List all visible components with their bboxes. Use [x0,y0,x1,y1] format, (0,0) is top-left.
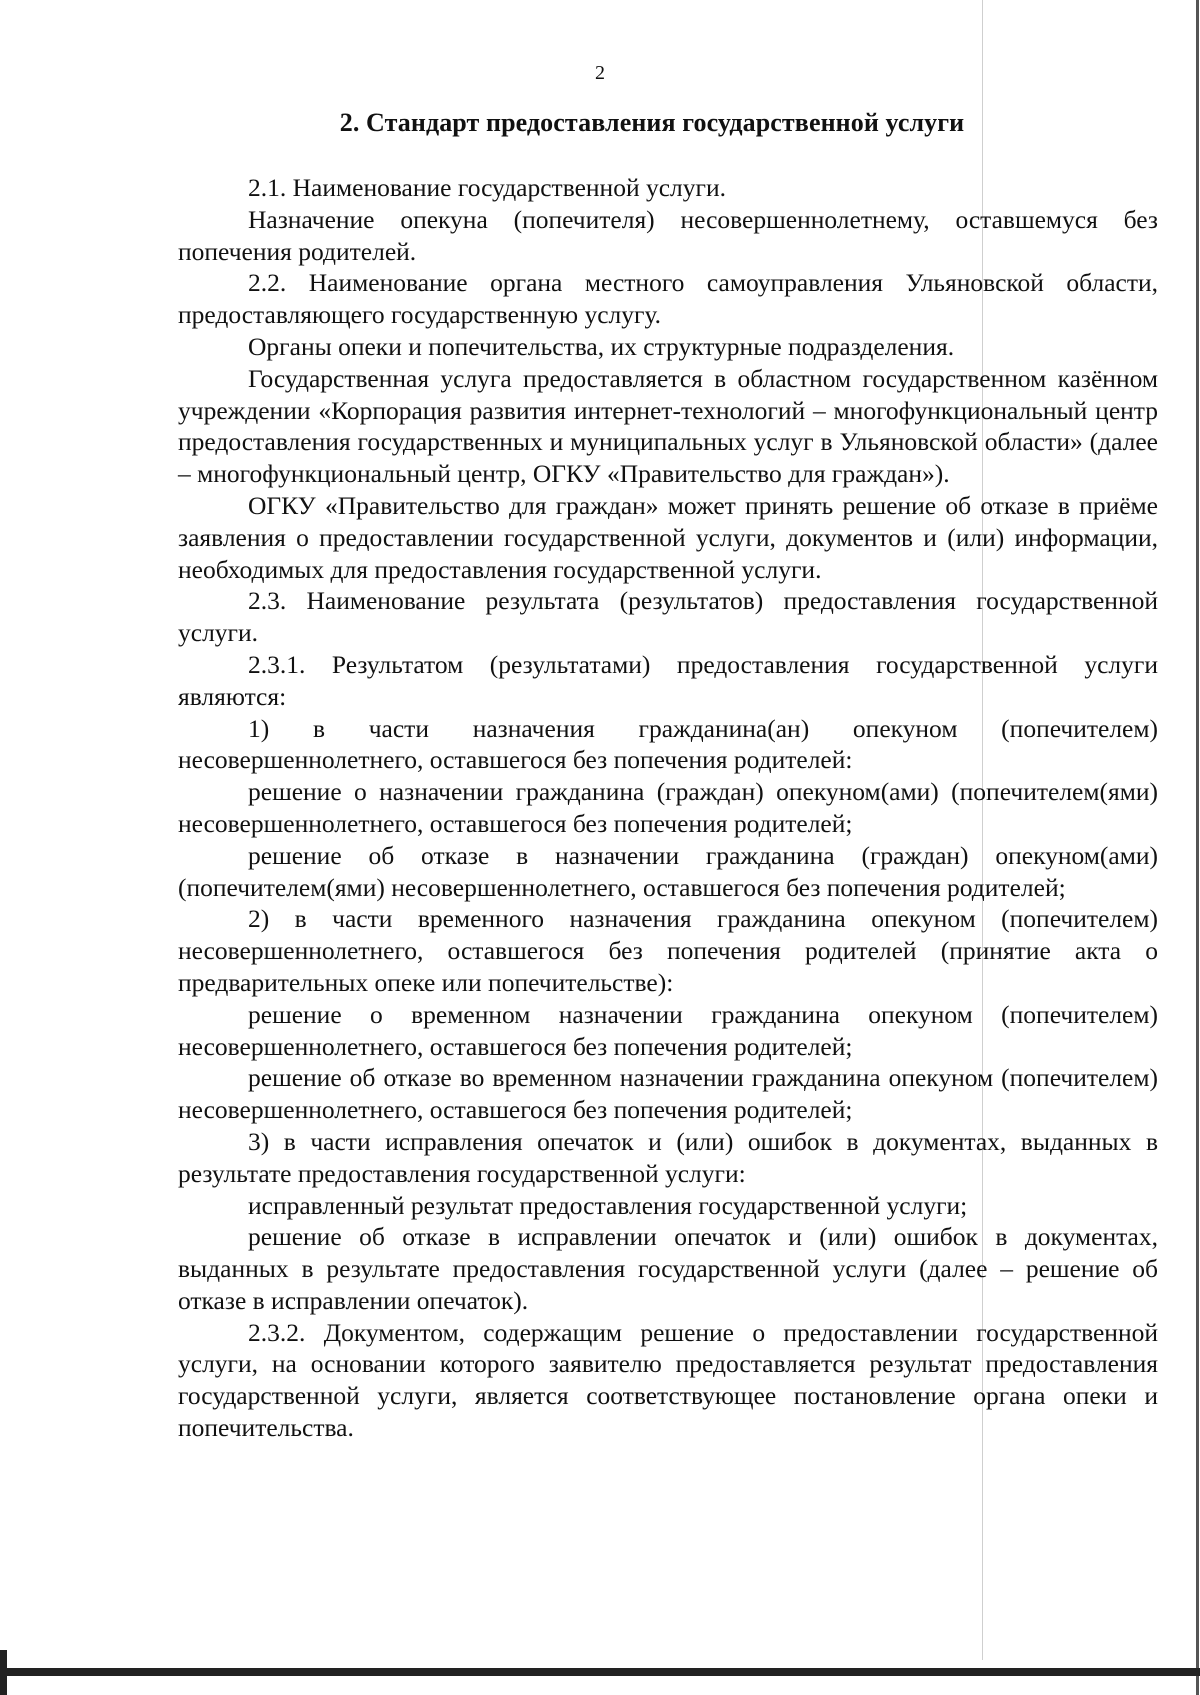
page-number: 2 [595,62,605,84]
paragraph: решение о назначении гражданина (граждан) опекуном(ами) (попечителем(ями) несовершеннолетнего, оставшегося без попечения родителей; [178,777,1158,838]
paragraph: Назначение опекуна (попечителя) несовершеннолетнему, оставшемуся без попечения родителей. [178,204,1158,266]
paragraph: решение об отказе в назначении гражданина (граждан) опекуном(ами) (попечителем(ями) несовершеннолетнего, оставшегося без попечения родителей; [178,840,1158,902]
document-body [178,172,1158,1444]
list-item-1: 1) в части назначения гражданина(ан) опекуном (попечителем) несовершеннолетнего, оставшегося без попечения родителей: [178,713,1158,775]
paragraph: исправленный результат предоставления государственной услуги; [248,1190,968,1220]
paragraph-2-3-2: 2.3.2. Документом, содержащим решение о предоставлении государственной услуги, на основании которого заявителю предоставляется результат предоставления государственной услуги, является соответствующее постановление органа опеки и попечительства. [178,1317,1158,1443]
paragraph: ОГКУ «Правительство для граждан» может принять решение об отказе в приёме заявления о предоставлении государственной услуги, документов и (или) информации, необходимых для предоставления государственной услуги. [178,490,1158,584]
paragraph-2-3-1: 2.3.1. Результатом (результатами) предоставления государственной услуги являются: [178,649,1158,711]
paragraph: решение об отказе во временном назначении гражданина опекуном (попечителем) несовершеннолетнего, оставшегося без попечения родителей; [178,1063,1158,1125]
paragraph-2-2-heading: 2.2. Наименование органа местного самоуправления Ульяновской области, предоставляющего государственную услугу. [178,268,1158,330]
paragraph: решение о временном назначении гражданина опекуном (попечителем) несовершеннолетнего, оставшегося без попечения родителей; [178,999,1158,1061]
paragraph: Органы опеки и попечительства, их структурные подразделения. [248,331,955,361]
paragraph-2-1-heading: 2.1. Наименование государственной услуги. [248,173,727,202]
paragraph: Государственная услуга предоставляется в областном государственном казённом учреждении «Корпорация развития интернет-технологий – многофункциональный центр предоставления государственных и муниципальных услуг в Ульяновской области» (далее – многофункциональный центр, ОГКУ «Правительство для граждан»). [178,363,1158,489]
list-item-3: 3) в части исправления опечаток и (или) ошибок в документах, выданных в результате предоставления государственной услуги: [178,1126,1158,1188]
paragraph-2-3-heading: 2.3. Наименование результата (результатов) предоставления государственной услуги. [178,586,1158,648]
scan-right-edge [1196,0,1199,1695]
list-item-2: 2) в части временного назначения гражданина опекуном (попечителем) несовершеннолетнего, оставшегося без попечения родителей (принятие акта о предварительных опеке или попечительстве): [178,904,1158,997]
scan-bottom-border [0,1668,1200,1676]
paragraph: решение об отказе в исправлении опечаток и (или) ошибок в документах, выданных в результате предоставления государственной услуги (далее – решение об отказе в исправлении опечаток). [178,1222,1158,1315]
section-title: 2. Стандарт предоставления государственной услуги [339,108,965,137]
